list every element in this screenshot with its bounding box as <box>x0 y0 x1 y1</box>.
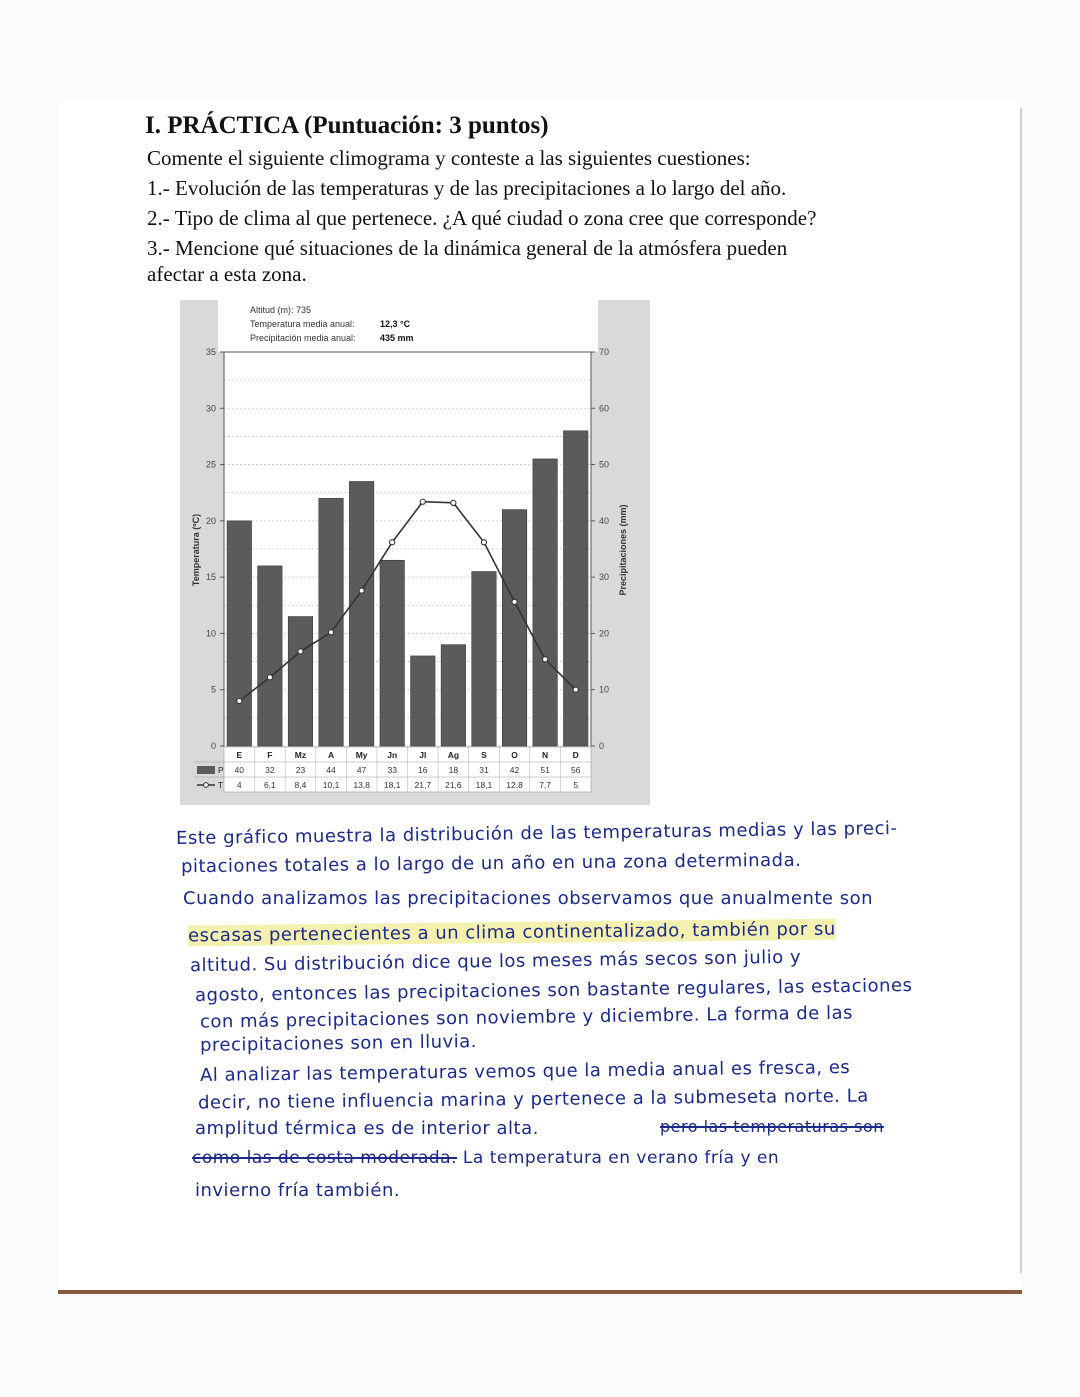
month-label-Ag: Ag <box>447 750 460 760</box>
table-p-F: 32 <box>265 765 275 775</box>
temp-point-Jn <box>390 540 395 545</box>
precip-bar-N <box>533 459 557 746</box>
precip-bar-My <box>349 481 373 746</box>
right-tick-label: 20 <box>599 628 610 639</box>
left-tick-label: 25 <box>205 459 216 470</box>
question-intro: Comente el siguiente climograma y conteste a las siguientes cuestiones: <box>147 146 751 170</box>
precip-bar-Ag <box>441 645 465 746</box>
answer-line-6: agosto, entonces las precipitaciones son bastante regulares, las estaciones <box>194 974 913 1007</box>
exercise-title: I. PRÁCTICA (Puntuación: 3 puntos) <box>145 112 549 139</box>
table-t-N: 7,7 <box>539 780 552 790</box>
month-label-A: A <box>327 750 335 760</box>
temp-point-A <box>328 630 333 635</box>
question-1: 1.- Evolución de las temperaturas y de las precipitaciones a lo largo del año. <box>147 176 787 200</box>
climograph-panel <box>180 300 650 805</box>
mean-precip-value: 435 mm <box>380 333 414 343</box>
precip-bar-Jl <box>411 656 435 746</box>
climograph <box>180 300 650 805</box>
answer-line-1: Este gráfico muestra la distribución de las temperaturas medias y las preci- <box>175 817 898 850</box>
table-t-F: 6,1 <box>263 780 276 790</box>
precip-bar-D <box>563 431 587 746</box>
temp-point-Jl <box>420 499 425 504</box>
temp-point-Mz <box>298 649 303 654</box>
precip-bar-A <box>319 498 343 746</box>
temp-point-My <box>359 588 364 593</box>
precip-bar-E <box>227 521 251 746</box>
precip-bar-F <box>258 566 282 746</box>
left-tick-label: 5 <box>210 684 216 695</box>
answer-line-8: precipitaciones son en lluvia. <box>199 1031 478 1056</box>
temp-point-E <box>237 698 242 703</box>
month-label-S: S <box>481 750 487 760</box>
month-label-Jn: Jn <box>387 750 398 760</box>
left-tick-label: 30 <box>205 403 216 414</box>
mean-precip-label: Precipitación media anual: <box>250 333 356 343</box>
answer-line-12-struck: como las de costa moderada. <box>192 1148 457 1168</box>
table-t-Ag: 21,6 <box>445 780 462 790</box>
precip-bar-Jn <box>380 560 404 746</box>
table-p-E: 40 <box>234 765 245 775</box>
table-t-Jl: 21,7 <box>414 780 432 790</box>
mean-temp-label: Temperatura media anual: <box>250 319 355 329</box>
table-p-S: 31 <box>479 765 489 775</box>
month-label-E: E <box>236 750 243 760</box>
right-tick-label: 60 <box>599 403 610 414</box>
question-3: 3.- Mencione qué situaciones de la dinámica general de la atmósfera pueden <box>147 236 788 260</box>
month-label-My: My <box>355 750 368 760</box>
page-edge <box>1020 108 1022 1273</box>
precip-bar-O <box>502 510 526 746</box>
table-t-Jn: 18,1 <box>383 780 401 790</box>
right-tick-label: 70 <box>599 347 610 357</box>
table-p-O: 42 <box>509 765 520 775</box>
question-3-cont: afectar a esta zona. <box>147 262 307 286</box>
table-p-My: 47 <box>356 765 367 775</box>
table-t-A: 10,1 <box>322 780 340 790</box>
answer-line-4: escasas pertenecientes a un clima continentalizado, también por su <box>187 918 836 947</box>
table-t-D: 5 <box>573 780 579 790</box>
answer-line-9: Al analizar las temperaturas vemos que la media anual es fresca, es <box>199 1057 851 1086</box>
table-t-S: 18,1 <box>475 780 493 790</box>
mean-temp-value: 12,3 °C <box>380 319 411 329</box>
answer-line-12 <box>192 1148 779 1168</box>
table-p-Ag: 18 <box>448 765 459 775</box>
legend-p-label: P <box>218 765 224 775</box>
altitude-label: Altitud (m): 735 <box>250 305 312 315</box>
answer-line-10: decir, no tiene influencia marina y pertenece a la submeseta norte. La <box>197 1085 869 1114</box>
right-tick-label: 0 <box>599 741 605 751</box>
right-tick-label: 30 <box>599 572 610 583</box>
temp-point-N <box>543 657 548 662</box>
left-tick-label: 10 <box>205 628 216 639</box>
question-2: 2.- Tipo de clima al que pertenece. ¿A qué ciudad o zona cree que corresponde? <box>147 206 817 230</box>
precip-bar-S <box>472 572 496 746</box>
left-tick-label: 35 <box>205 347 216 357</box>
table-p-D: 56 <box>570 765 581 775</box>
table-p-Jl: 16 <box>418 765 428 775</box>
month-label-F: F <box>267 750 273 760</box>
month-label-D: D <box>572 750 579 760</box>
month-label-Jl: Jl <box>419 750 427 760</box>
temp-point-D <box>573 687 578 692</box>
right-tick-label: 40 <box>599 515 610 526</box>
answer-line-12-text: La temperatura en verano fría y en <box>457 1148 780 1168</box>
month-label-N: N <box>542 750 549 760</box>
table-t-My: 13,8 <box>353 780 370 790</box>
table-t-E: 4 <box>236 780 242 790</box>
legend-t-marker <box>204 783 209 788</box>
left-tick-label: 15 <box>205 572 216 583</box>
legend-p-swatch <box>197 766 215 774</box>
left-tick-label: 20 <box>205 515 216 526</box>
answer-line-11-struck: pero las temperaturas son <box>660 1117 884 1136</box>
table-p-A: 44 <box>326 765 336 775</box>
answer-line-7: con más precipitaciones son noviembre y diciembre. La forma de las <box>199 1002 854 1033</box>
temp-point-O <box>512 599 517 604</box>
temp-point-F <box>267 675 272 680</box>
answer-line-3: Cuando analizamos las precipitaciones observamos que anualmente son <box>183 888 874 909</box>
table-p-N: 51 <box>540 765 550 775</box>
right-tick-label: 10 <box>599 684 610 695</box>
table-p-Jn: 33 <box>387 765 397 775</box>
legend-t-label: T <box>218 780 224 790</box>
left-tick-label: 0 <box>210 741 216 751</box>
table-t-Mz: 8,4 <box>294 780 307 790</box>
temp-point-Ag <box>451 500 456 505</box>
answer-line-11: amplitud térmica es de interior alta. <box>195 1118 539 1139</box>
table-p-Mz: 23 <box>295 765 306 775</box>
right-axis-title: Precipitaciones (mm) <box>618 504 628 596</box>
table-t-O: 12,8 <box>506 780 523 790</box>
left-axis-title: Temperatura (ºC) <box>191 513 201 587</box>
month-label-O: O <box>511 750 518 760</box>
precip-bar-Mz <box>288 617 312 746</box>
month-label-Mz: Mz <box>294 750 307 760</box>
answer-line-5: altitud. Su distribución dice que los meses más secos son julio y <box>189 946 802 977</box>
temp-point-S <box>481 540 486 545</box>
answer-line-2: pitaciones totales a lo largo de un año en una zona determinada. <box>180 849 802 878</box>
answer-line-13: invierno fría también. <box>195 1180 401 1201</box>
right-tick-label: 50 <box>599 459 610 470</box>
